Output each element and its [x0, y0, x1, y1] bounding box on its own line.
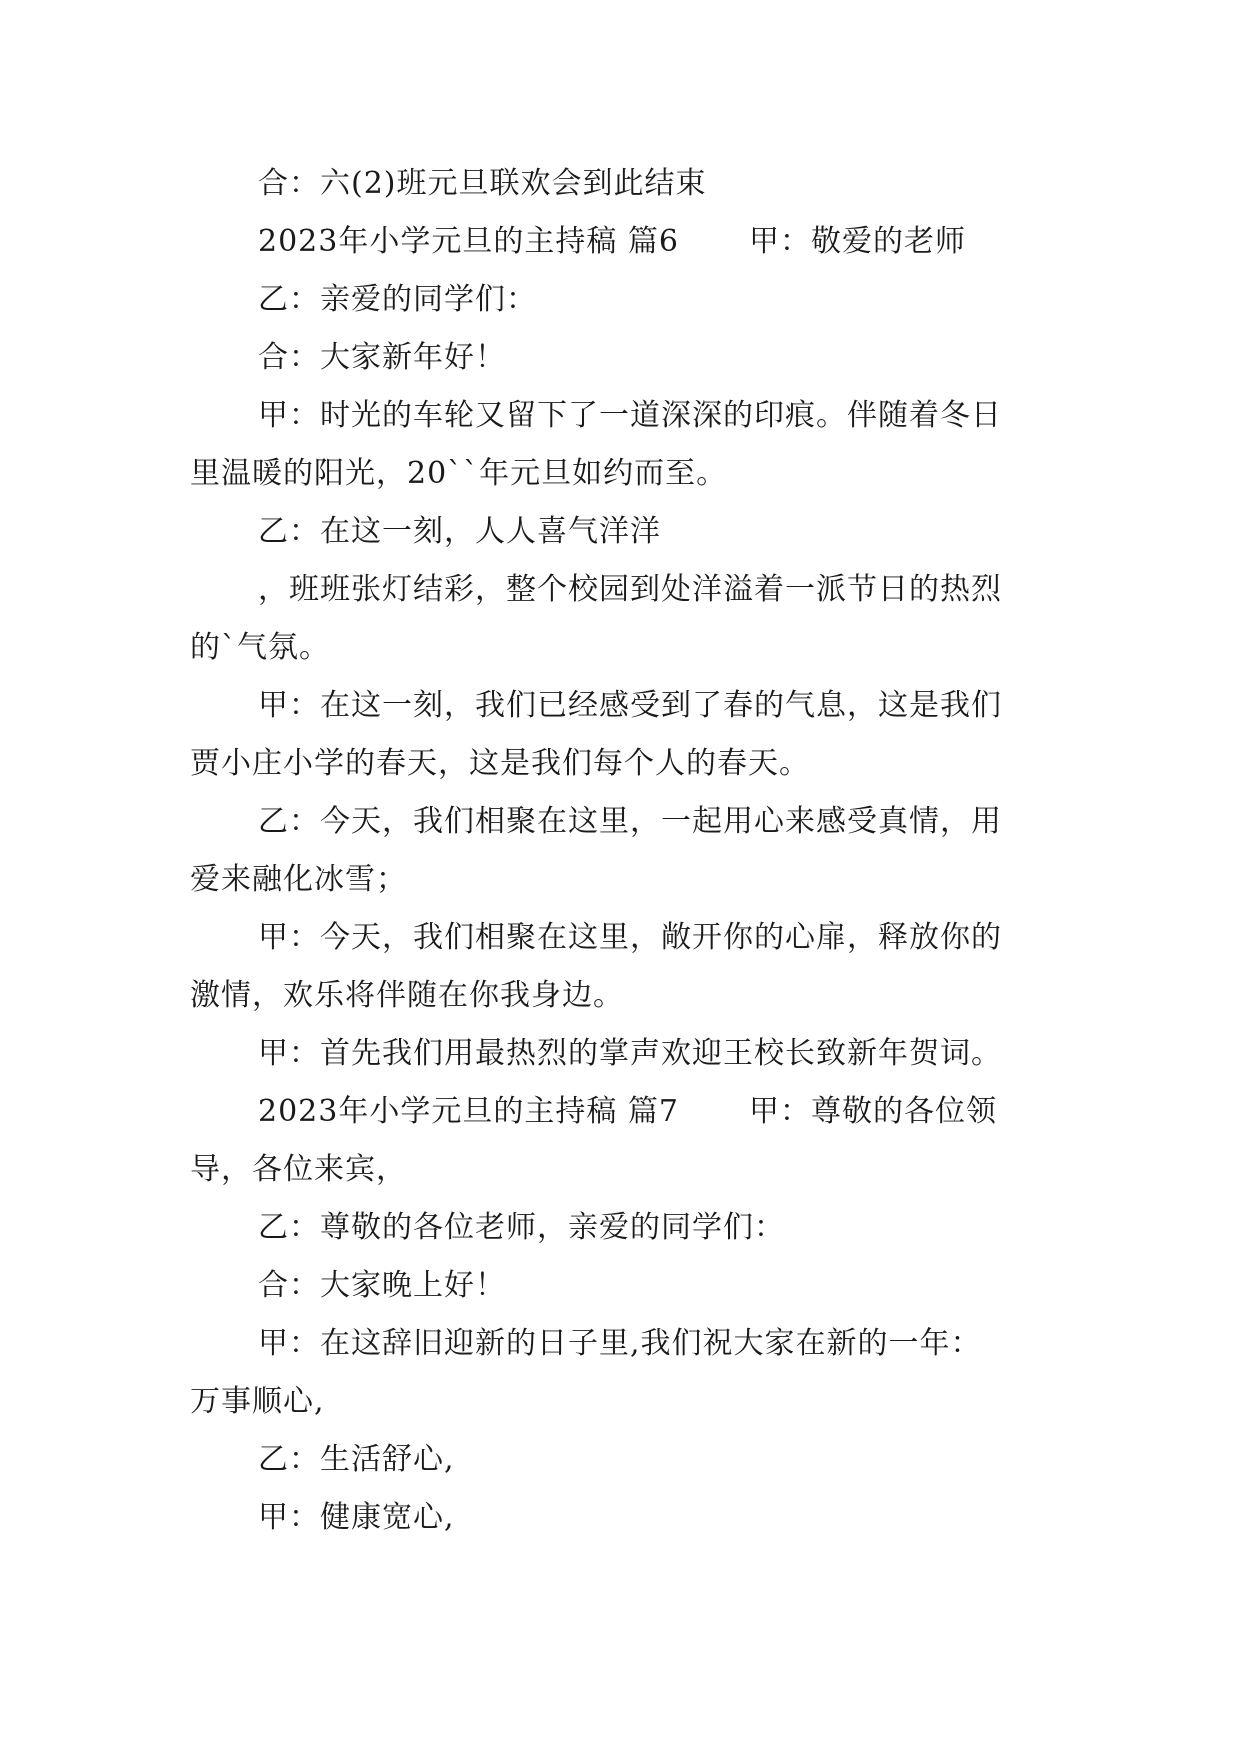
text-line: 乙：生活舒心,: [258, 1442, 455, 1477]
text-segment: 甲：敬爱的老师: [748, 224, 966, 259]
text-line: [258, 224, 966, 260]
text-line: 合：六(2)班元旦联欢会到此结束: [258, 166, 707, 201]
text-line: 爱来融化冰雪；: [190, 862, 407, 897]
text-line: ，班班张灯结彩，整个校园到处洋溢着一派节日的热烈: [258, 572, 1002, 607]
text-line: 乙：尊敬的各位老师，亲爱的同学们：: [258, 1210, 785, 1245]
text-line: 激情，欢乐将伴随在你我身边。: [190, 978, 624, 1013]
section-heading: 2023年小学元旦的主持稿 篇6: [258, 224, 679, 259]
text-line: 的`气氛。: [190, 630, 330, 665]
text-line: 甲：首先我们用最热烈的掌声欢迎王校长致新年贺词。: [258, 1036, 1002, 1071]
text-line: 导，各位来宾，: [190, 1152, 407, 1187]
text-line: 万事顺心,: [190, 1384, 325, 1419]
text-line: 乙：亲爱的同学们：: [258, 282, 537, 317]
text-line: 甲：健康宽心,: [258, 1500, 455, 1535]
text-line: 贾小庄小学的春天，这是我们每个人的春天。: [190, 746, 810, 781]
text-line: 合：大家新年好！: [258, 340, 506, 375]
text-line: 乙：今天，我们相聚在这里，一起用心来感受真情，用: [258, 804, 1002, 839]
text-segment: 甲：尊敬的各位领: [748, 1094, 997, 1129]
text-line: [258, 1094, 997, 1130]
text-line: 甲：时光的车轮又留下了一道深深的印痕。伴随着冬日: [258, 398, 1002, 433]
text-line: 甲：在这辞旧迎新的日子里,我们祝大家在新的一年：: [258, 1326, 982, 1361]
text-line: 合：大家晚上好！: [258, 1268, 506, 1303]
text-line: 乙：在这一刻，人人喜气洋洋: [258, 514, 661, 549]
text-line: 甲：在这一刻，我们已经感受到了春的气息，这是我们: [258, 688, 1002, 723]
text-line: 里温暖的阳光，20``年元旦如约而至。: [190, 456, 728, 491]
section-heading: 2023年小学元旦的主持稿 篇7: [258, 1094, 679, 1129]
text-line: 甲：今天，我们相聚在这里，敞开你的心扉，释放你的: [258, 920, 1002, 955]
